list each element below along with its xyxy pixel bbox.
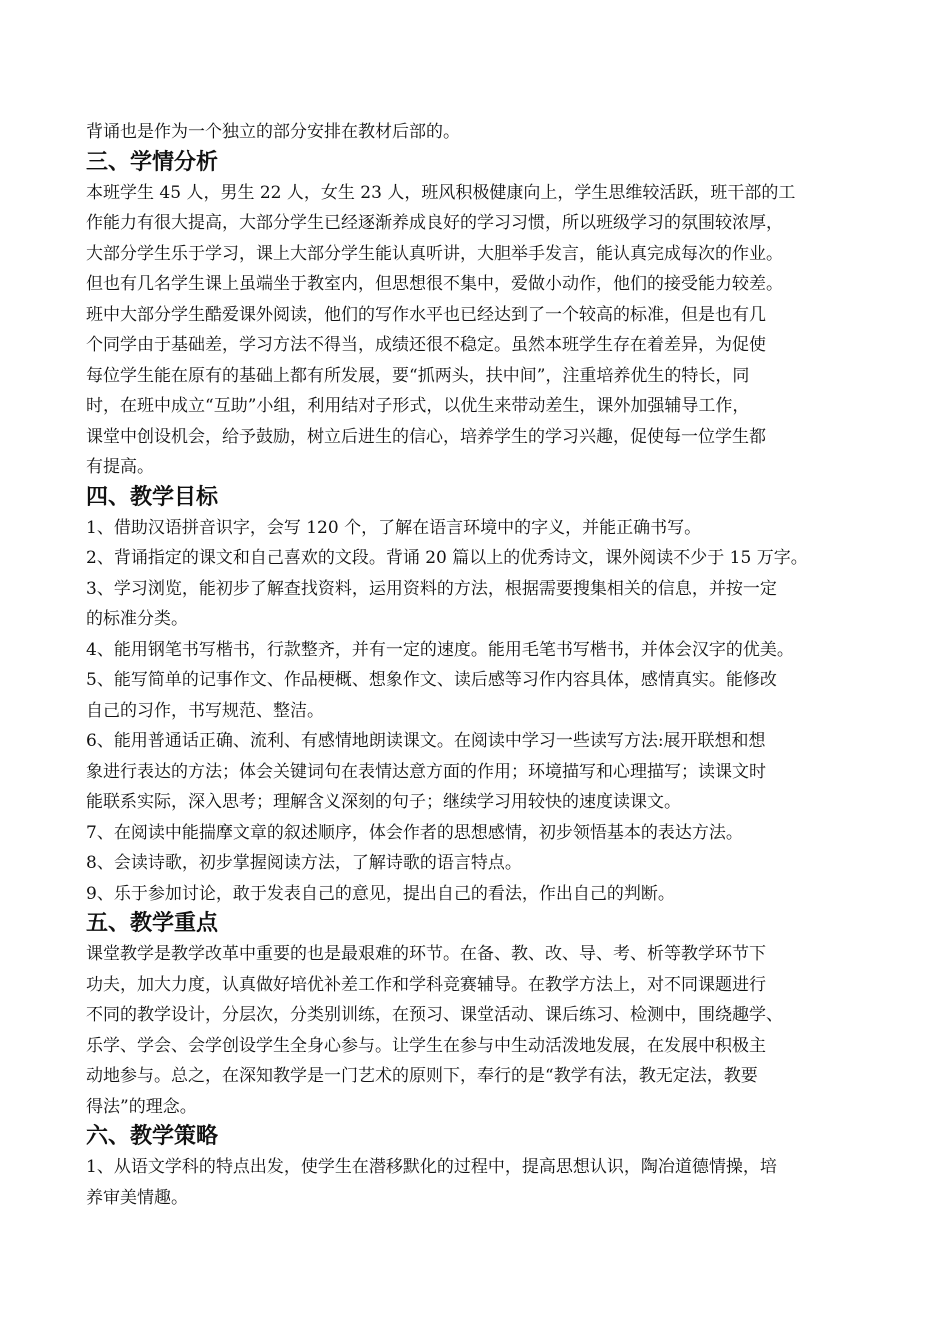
list-item-line: 8、会读诗歌，初步掌握阅读方法，了解诗歌的语言特点。	[86, 853, 522, 873]
section-heading: 六、教学策略	[86, 1124, 219, 1149]
paragraph-line: 作能力有很大提高，大部分学生已经逐渐养成良好的学习习惯，所以班级学习的氛围较浓厚，	[86, 213, 783, 233]
section-teaching-focus	[86, 909, 876, 1122]
intro-line: 背诵也是作为一个独立的部分安排在教材后部的。	[86, 122, 460, 142]
list-item-line: 养审美情趣。	[86, 1187, 188, 1208]
list-item-line: 7、在阅读中能揣摩文章的叙述顺序，体会作者的思想感情，初步领悟基本的表达方法。	[86, 822, 743, 843]
paragraph-line: 班中大部分学生酷爱课外阅读，他们的写作水平也已经达到了一个较高的标准，但是也有几	[86, 304, 766, 325]
paragraph-line: 有提高。	[86, 457, 154, 477]
section-heading: 四、教学目标	[86, 484, 219, 510]
document-page	[86, 117, 876, 1213]
list-item-line: 9、乐于参加讨论，敢于发表自己的意见，提出自己的看法，作出自己的判断。	[86, 883, 675, 904]
list-item-line: 6、能用普通话正确、流利、有感情地朗读课文。在阅读中学习一些读写方法:展开联想和想	[86, 731, 766, 751]
paragraph-line: 每位学生能在原有的基础上都有所发展，要“抓两头，扶中间”，注重培养优生的特长，同	[86, 365, 750, 386]
list-item-line: 2、背诵指定的课文和自己喜欢的文段。背诵 20 篇以上的优秀诗文，课外阅读不少于 15 万字。	[86, 548, 808, 568]
paragraph-line: 课堂中创设机会，给予鼓励，树立后进生的信心，培养学生的学习兴趣，促使每一位学生都	[86, 426, 766, 447]
list-item-line: 象进行表达的方法；体会关键词句在表情达意方面的作用；环境描写和心理描写；读课文时	[86, 761, 766, 782]
list-item-line: 1、从语文学科的特点出发，使学生在潜移默化的过程中，提高思想认识，陶冶道德情操，培	[86, 1157, 777, 1177]
paragraph-line: 乐学、学会、会学创设学生全身心参与。让学生在参与中生动活泼地发展，在发展中积极主	[86, 1035, 766, 1056]
list-item-line: 自己的习作，书写规范、整洁。	[86, 700, 324, 721]
paragraph-line: 功夫，加大力度，认真做好培优补差工作和学科竞赛辅导。在教学方法上，对不同课题进行	[86, 974, 766, 995]
paragraph-line: 得法”的理念。	[86, 1096, 197, 1117]
paragraph-line: 动地参与。总之，在深知教学是一门艺术的原则下，奉行的是“教学有法，教无定法，教要	[86, 1066, 758, 1086]
paragraph-line: 个同学由于基础差，学习方法不得当，成绩还很不稳定。虽然本班学生存在着差异，为促使	[86, 335, 766, 355]
paragraph-line: 但也有几名学生课上虽端坐于教室内，但思想很不集中，爱做小动作，他们的接受能力较差。	[86, 274, 783, 294]
section-teaching-strategy	[86, 1122, 876, 1213]
section-heading: 三、学情分析	[86, 149, 219, 175]
paragraph-line: 时，在班中成立“互助”小组，利用结对子形式，以优生来带动差生，课外加强辅导工作，	[86, 396, 750, 416]
paragraph-line: 不同的教学设计，分层次，分类别训练，在预习、课堂活动、课后练习、检测中，围绕趣学、	[86, 1005, 783, 1025]
section-heading: 五、教学重点	[86, 911, 219, 936]
paragraph-line: 本班学生 45 人，男生 22 人，女生 23 人，班风积极健康向上，学生思维较活跃，班干部的工	[86, 182, 796, 203]
paragraph-line: 课堂教学是教学改革中重要的也是最艰难的环节。在备、教、改、导、考、析等教学环节下	[86, 944, 766, 964]
list-item-line: 5、能写简单的记事作文、作品梗概、想象作文、读后感等习作内容具体，感情真实。能修改	[86, 670, 777, 690]
list-item-line: 能联系实际，深入思考；理解含义深刻的句子；继续学习用较快的速度读课文。	[86, 792, 681, 812]
list-item-line: 4、能用钢笔书写楷书，行款整齐，并有一定的速度。能用毛笔书写楷书，并体会汉字的优美。	[86, 639, 794, 660]
paragraph-line: 大部分学生乐于学习，课上大部分学生能认真听讲，大胆举手发言，能认真完成每次的作业。	[86, 243, 783, 264]
list-item-line: 的标准分类。	[86, 609, 188, 629]
list-item-line: 3、学习浏览，能初步了解查找资料，运用资料的方法，根据需要搜集相关的信息，并按一定	[86, 578, 777, 599]
section-teaching-goals	[86, 483, 876, 910]
list-item-line: 1、借助汉语拼音识字，会写 120 个，了解在语言环境中的字义，并能正确书写。	[86, 517, 702, 538]
section-learning-analysis	[86, 148, 876, 483]
